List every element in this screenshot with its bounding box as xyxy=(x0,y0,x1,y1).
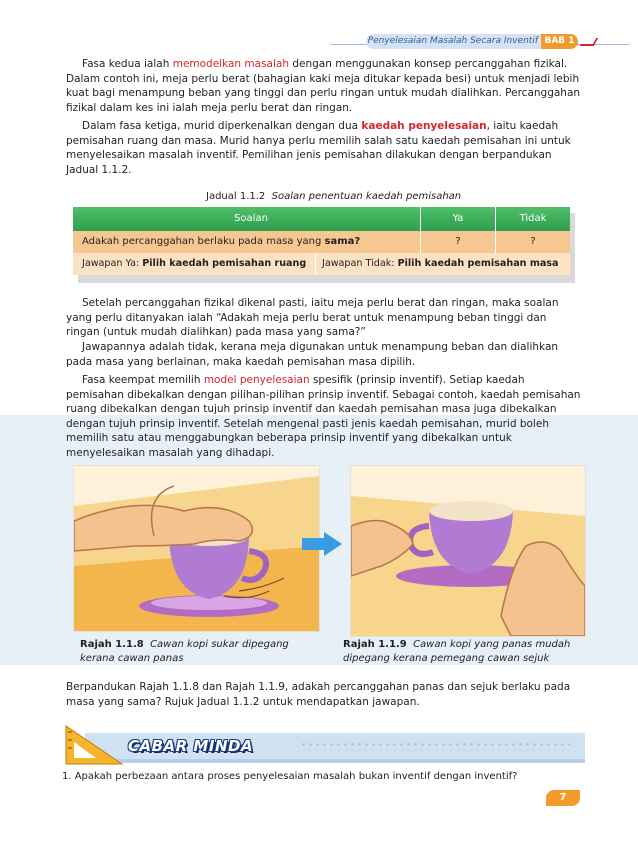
table-caption xyxy=(206,191,461,202)
paragraph-phase-three: Dalam fasa ketiga, murid diperkenalkan dengan dua kaedah penyelesaian, iaitu kaedah pemisahan ruang dan masa. Murid hanya perlu memilih salah satu kaedah pemisahan ini untuk menyelesaikan masalah inventif. Pemilihan jenis pemisahan dilakukan dengan berpandukan Jadual 1.1.2. xyxy=(66,120,571,176)
table-caption-label: Jadual 1.1.2 xyxy=(206,191,266,202)
paragraph-answer: Jawapannya adalah tidak, kerana meja digunakan untuk menampung beban dan dialihkan pada masa yang berlainan, maka kaedah pemisahan masa dipilih. xyxy=(66,341,559,368)
table-header-row xyxy=(73,207,570,231)
page-number: 7 xyxy=(546,790,580,806)
paragraph-figure-question: Berpandukan Rajah 1.1.8 dan Rajah 1.1.9, adakah percanggahan panas dan sejuk berlaku pada masa yang sama? Rujuk Jadual 1.1.2 untuk mendapatkan jawapan. xyxy=(66,681,571,708)
set-square-icon xyxy=(64,722,126,766)
table-row xyxy=(73,253,570,275)
header-banner: Penyelesaian Masalah Secara Inventif xyxy=(366,34,544,49)
illustration-cool-handle-cup xyxy=(350,465,586,637)
term-solution-model: model penyelesaian xyxy=(203,374,310,386)
term-modelling: memodelkan masalah xyxy=(172,58,289,70)
figure-caption-1: Rajah 1.1.8 Cawan kopi sukar dipegang kerana cawan panas xyxy=(80,639,289,664)
header-tidak: Tidak xyxy=(495,207,570,231)
paragraph-question: Setelah percanggahan fizikal dikenal pasti, iaitu meja perlu berat dan ringan, maka soalan yang perlu ditanyakan ialah “Adakah meja perlu berat untuk menampung beban tinggi dan ringan (untuk mudah dialihkan) pada masa yang sama?” xyxy=(66,297,559,338)
table-caption-text: Soalan penentuan kaedah pemisahan xyxy=(271,191,462,202)
ya-cell: ? xyxy=(420,231,495,253)
cabar-minda-title: CABAR MINDA xyxy=(128,737,254,755)
paragraph-phase-four: Fasa keempat memilih model penyelesaian spesifik (prinsip inventif). Setiap kaedah pemisahan dibekalkan dengan pilihan-pilihan prinsip inventif. Sebagai contoh, kaedah pemisahan ruang dibekalkan dengan tujuh prinsip inventif dan kaedah pemisahan masa juga dibekalkan dengan tujuh prinsip inventif. Setelah mengenal pasti jenis kaedah pemisahan, murid boleh memilih satu atau menggabungkan beberapa prinsip inventif yang dibekalkan untuk menyelesaikan masalah yang dihadapi. xyxy=(66,374,581,459)
paragraph-phase-two: Fasa kedua ialah memodelkan masalah dengan menggunakan konsep percanggahan fizikal. Dalam contoh ini, meja perlu berat (bahagian kaki meja ditukar kepada besi) untuk menjadi lebih kuat bagi menampung beban yang tinggi dan perlu ringan untuk mudah dialihkan. Percanggahan fizikal dalam kes ini ialah meja perlu berat dan ringan. xyxy=(66,58,581,114)
header-ya: Ya xyxy=(420,207,495,231)
illustration-hot-cup xyxy=(73,465,320,632)
figure-caption-2: Rajah 1.1.9 Cawan kopi yang panas mudah dipegang kerana pemegang cawan sejuk xyxy=(343,639,571,664)
tidak-cell: ? xyxy=(495,231,570,253)
cabar-minda-band-shadow xyxy=(85,759,585,763)
answer-ya-cell: Jawapan Ya: Pilih kaedah pemisahan ruang xyxy=(73,253,315,275)
question-cell: Adakah percanggahan berlaku pada masa yang sama? xyxy=(73,231,420,253)
chapter-badge: BAB 1 xyxy=(541,34,578,49)
table-row xyxy=(73,231,570,253)
arrow-right-icon xyxy=(300,530,344,558)
cabar-minda-dots xyxy=(300,741,570,751)
separation-method-table xyxy=(73,207,570,275)
cabar-minda-question: 1. Apakah perbezaan antara proses penyelesaian masalah bukan inventif dengan inventif? xyxy=(62,771,518,782)
header-soalan: Soalan xyxy=(73,207,420,231)
term-solution-method: kaedah penyelesaian xyxy=(361,120,487,132)
answer-tidak-cell: Jawapan Tidak: Pilih kaedah pemisahan masa xyxy=(315,253,570,275)
